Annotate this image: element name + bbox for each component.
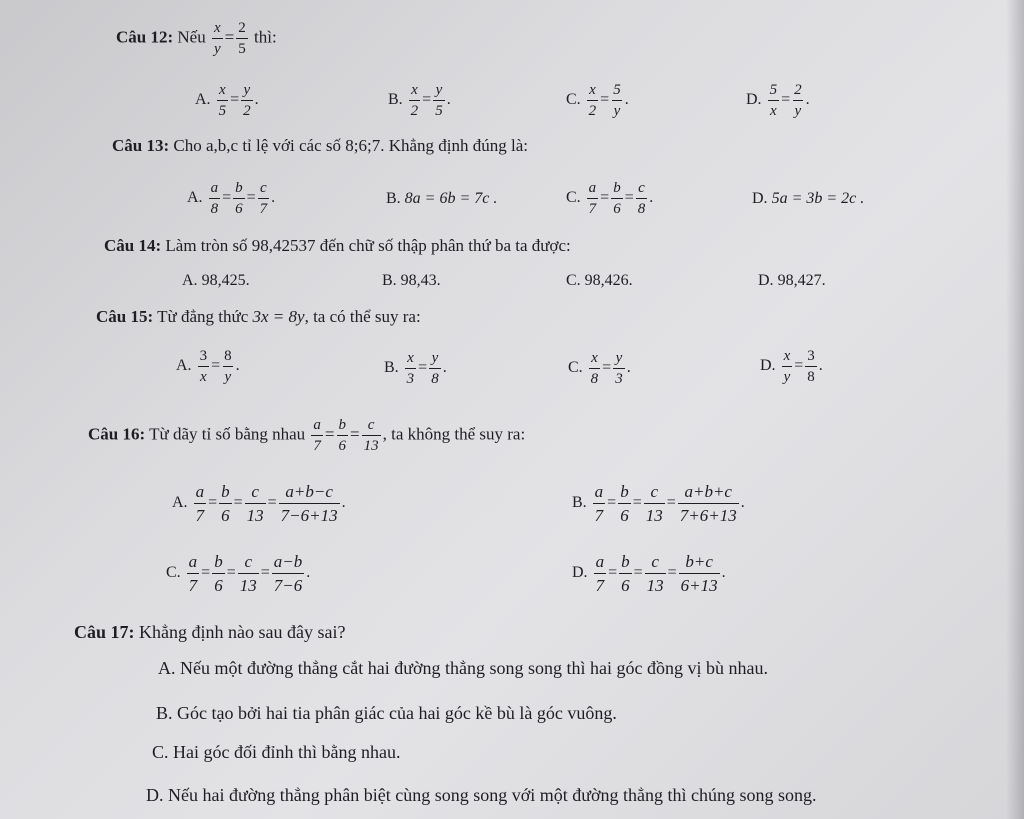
option-16d[interactable]: D. $\frac{a}{7}$ = $\frac{b}{6}$ = $\frac{c}{13}$ = $\frac{b+c}{6+13}$ .: [572, 552, 726, 595]
option-15a[interactable]: A. $\frac{3}{x}$ = $\frac{8}{y}$ .: [176, 348, 240, 385]
option-16c[interactable]: C. $\frac{a}{7}$ = $\frac{b}{6}$ = $\frac{c}{13}$ = $\frac{a-b}{7-6}$ .: [166, 552, 311, 595]
option-14b[interactable]: B. 98,43.: [382, 272, 441, 289]
question-prompt: Làm tròn số 98,42537 đến chữ số thập phân thứ ba ta được:: [165, 236, 571, 255]
question-label: Câu 17:: [74, 622, 135, 642]
option-12d[interactable]: D. $\frac{5}{x}$ = $\frac{2}{y}$ .: [746, 82, 810, 119]
question-label: Câu 14:: [104, 236, 162, 255]
question-math: 3x = 8y: [252, 307, 305, 326]
question-prompt-end: thì:: [254, 27, 277, 47]
option-16a[interactable]: A. $\frac{a}{7}$ = $\frac{b}{6}$ = $\frac{c}{13}$ = $\frac{a+b-c}{7-6+13}$ .: [172, 482, 346, 525]
question-label: Câu 13:: [112, 136, 170, 155]
option-13d[interactable]: D. 5a = 3b = 2c .: [752, 190, 865, 207]
question-label: Câu 16:: [88, 424, 146, 444]
question-prompt: Từ dãy tỉ số bằng nhau: [149, 424, 306, 444]
option-12b[interactable]: B. $\frac{x}{2}$ = $\frac{y}{5}$ .: [388, 82, 451, 119]
option-16b[interactable]: B. $\frac{a}{7}$ = $\frac{b}{6}$ = $\frac{c}{13}$ = $\frac{a+b+c}{7+6+13}$ .: [572, 482, 745, 525]
question-12: Câu 12: Nếu $\frac{x}{y}$ = $\frac{2}{5}$ thì:: [116, 20, 277, 57]
option-13a[interactable]: A. $\frac{a}{8}$ = $\frac{b}{6}$ = $\frac{c}{7}$ .: [187, 180, 276, 217]
option-17d[interactable]: D. Nếu hai đường thẳng phân biệt cùng song song với một đường thẳng thì chúng song song.: [146, 785, 817, 805]
option-17c[interactable]: C. Hai góc đối đỉnh thì bằng nhau.: [152, 742, 401, 762]
question-15: [96, 307, 421, 327]
question-prompt: Cho a,b,c tỉ lệ với các số 8;6;7. Khẳng định đúng là:: [173, 136, 528, 155]
question-prompt: Khẳng định nào sau đây sai?: [139, 622, 346, 642]
option-17a[interactable]: A. Nếu một đường thẳng cắt hai đường thẳng song song thì hai góc đồng vị bù nhau.: [158, 658, 768, 678]
option-15b[interactable]: B. $\frac{x}{3}$ = $\frac{y}{8}$ .: [384, 350, 447, 387]
option-15d[interactable]: D. $\frac{x}{y}$ = $\frac{3}{8}$ .: [760, 348, 823, 385]
question-13: [112, 136, 528, 156]
fraction: $\frac{x}{y}$: [213, 20, 221, 57]
question-label: Câu 15:: [96, 307, 154, 326]
option-14a[interactable]: A. 98,425.: [182, 272, 250, 289]
option-13c[interactable]: C. $\frac{a}{7}$ = $\frac{b}{6}$ = $\frac{c}{8}$ .: [566, 180, 654, 217]
option-14d[interactable]: D. 98,427.: [758, 272, 826, 289]
question-14: [104, 236, 571, 256]
option-17b[interactable]: B. Góc tạo bởi hai tia phân giác của hai góc kề bù là góc vuông.: [156, 703, 617, 723]
option-15c[interactable]: C. $\frac{x}{8}$ = $\frac{y}{3}$ .: [568, 350, 631, 387]
question-17: [74, 622, 345, 642]
question-label: Câu 12:: [116, 27, 174, 47]
option-14c[interactable]: C. 98,426.: [566, 272, 633, 289]
question-prompt: Từ đẳng thức: [157, 307, 249, 326]
option-12c[interactable]: C. $\frac{x}{2}$ = $\frac{5}{y}$ .: [566, 82, 629, 119]
page-edge-shadow: [1006, 0, 1024, 819]
option-13b[interactable]: B. 8a = 6b = 7c .: [386, 190, 498, 207]
option-12a[interactable]: A. $\frac{x}{5}$ = $\frac{y}{2}$ .: [195, 82, 259, 119]
fraction: $\frac{2}{5}$: [238, 20, 246, 57]
question-prompt-end: , ta có thể suy ra:: [304, 307, 421, 326]
question-16: Câu 16: Từ dãy tỉ số bằng nhau $\frac{a}{7}$ = $\frac{b}{6}$ = $\frac{c}{13}$ , ta không thể suy ra:: [88, 417, 526, 454]
question-prompt: Nếu: [177, 27, 206, 47]
question-prompt-end: , ta không thể suy ra:: [382, 424, 526, 444]
